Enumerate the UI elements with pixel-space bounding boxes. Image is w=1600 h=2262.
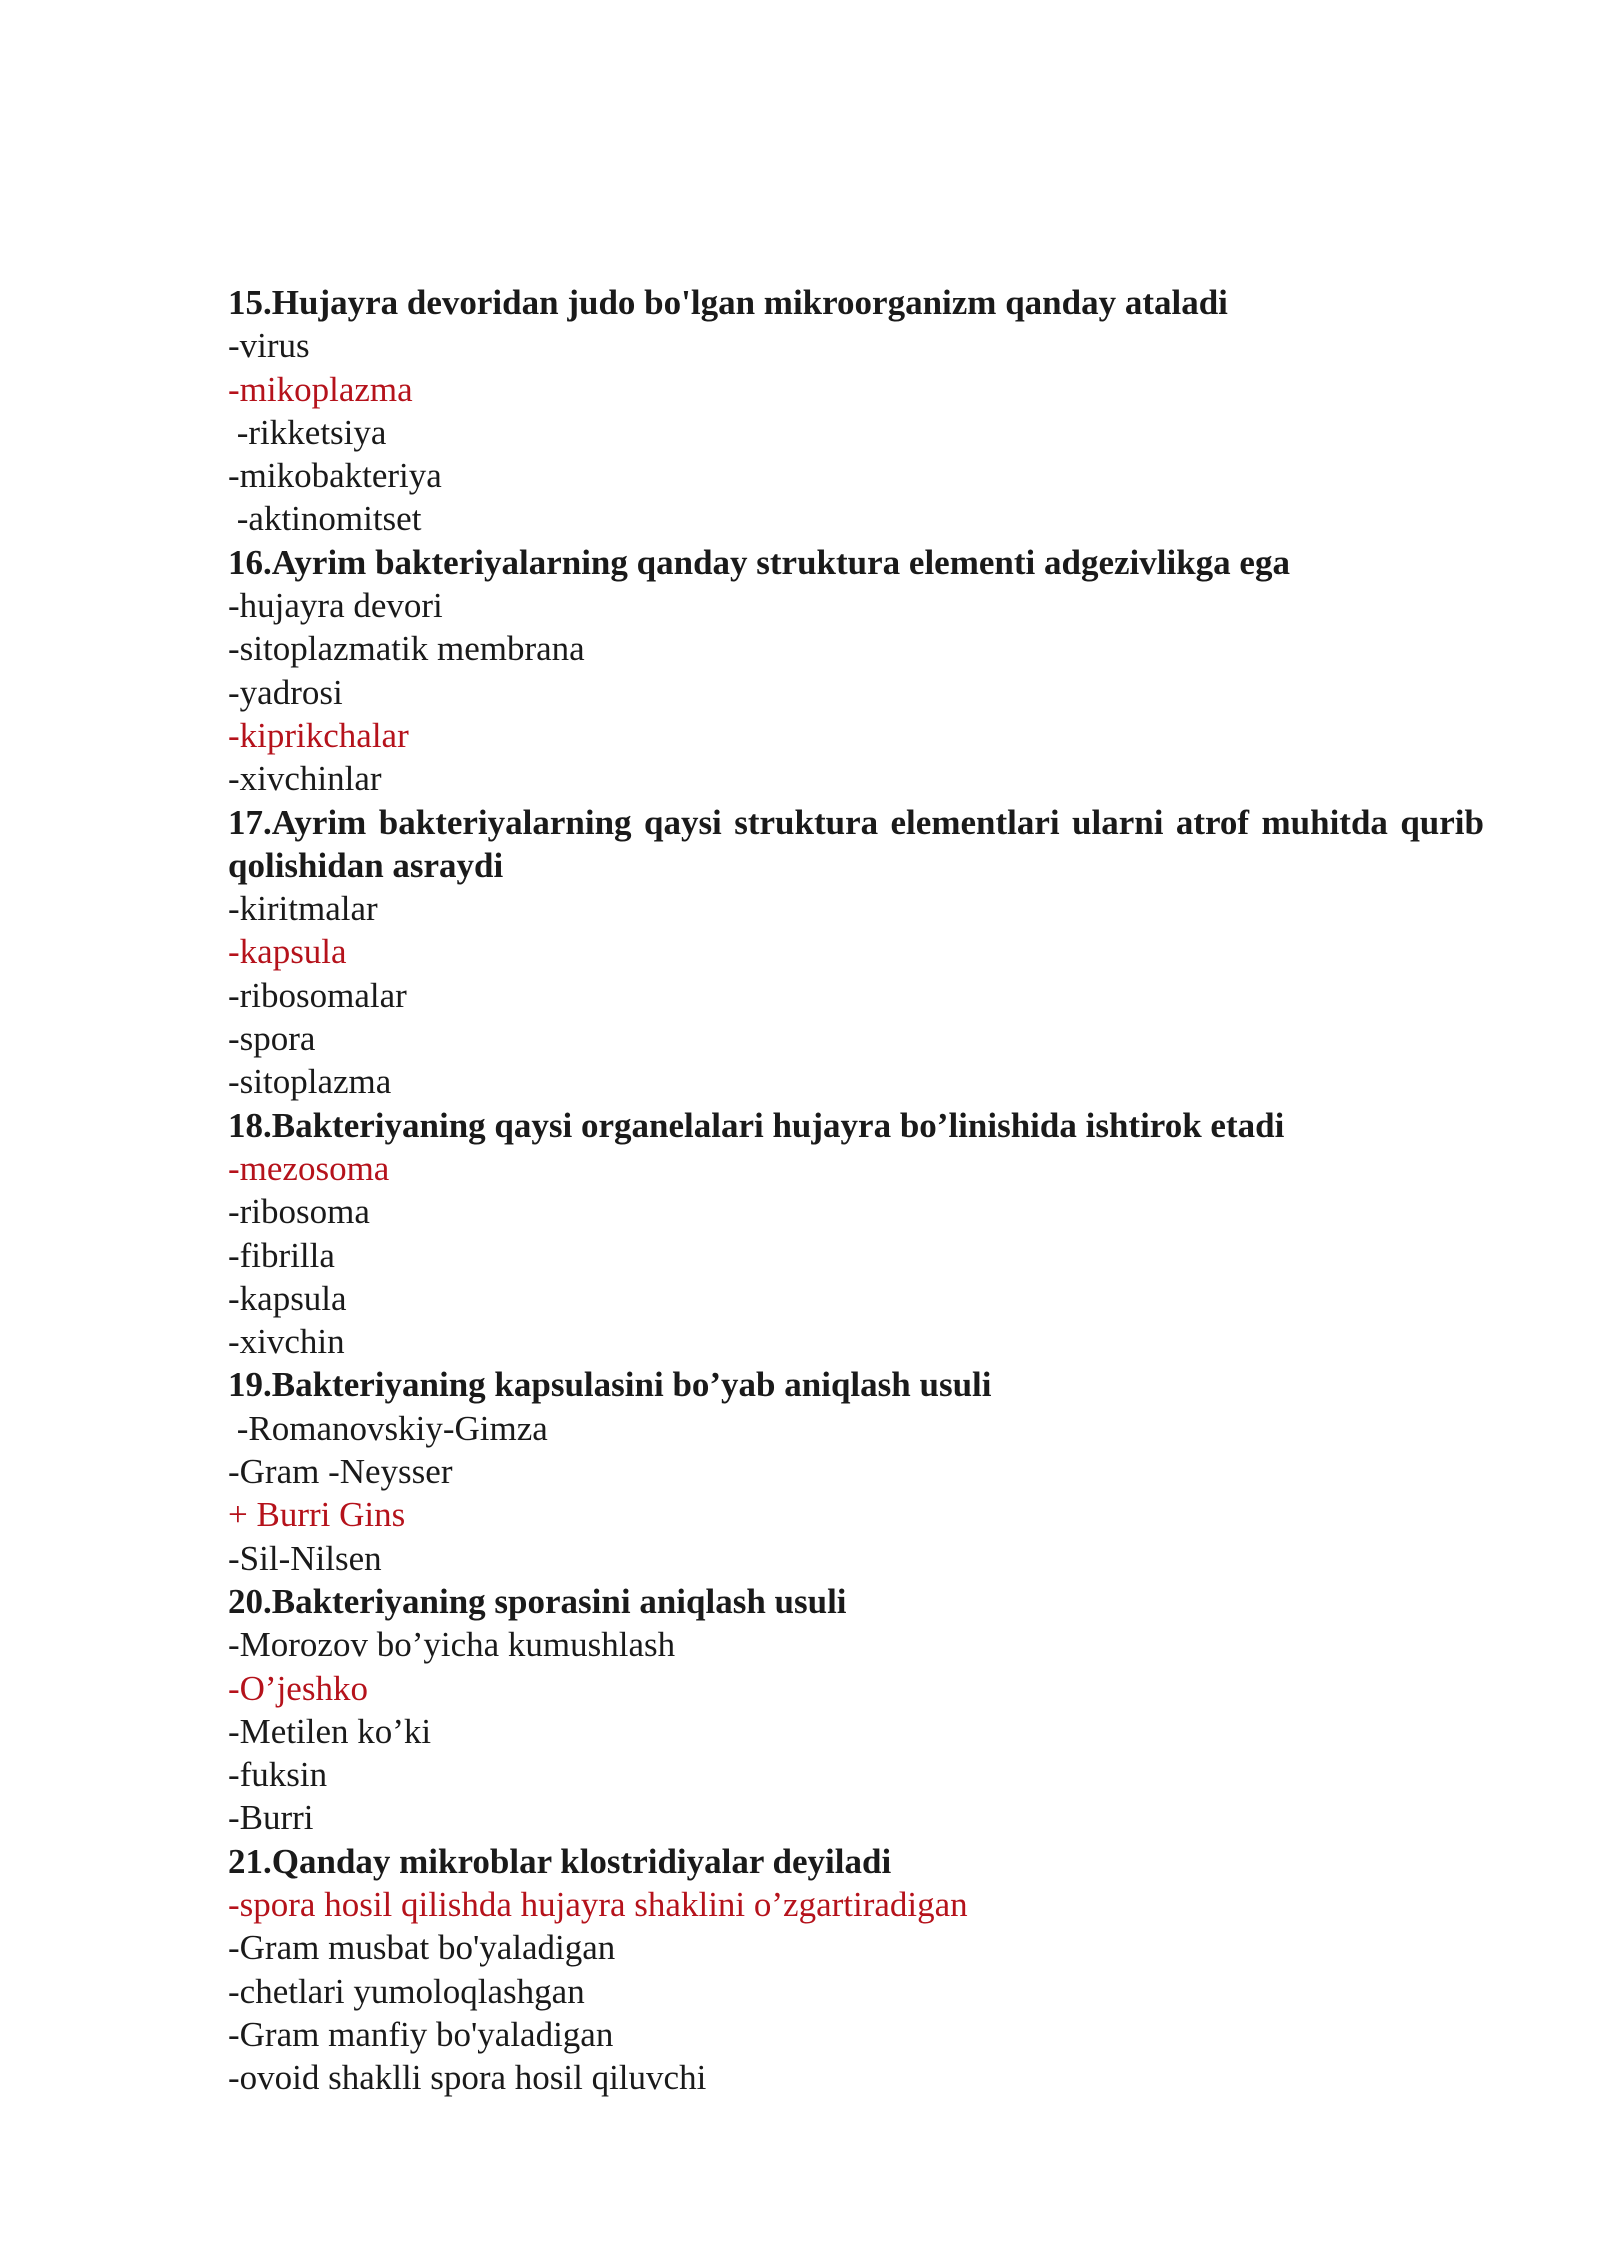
answer-option-correct: -O’jeshko (228, 1668, 368, 1708)
document-page (228, 281, 1484, 2099)
answer-option: -kiritmalar (228, 889, 378, 929)
answer-option-correct: -spora hosil qilishda hujayra shaklini o’zgartiradigan (228, 1884, 968, 1924)
question-block-16 (228, 541, 1484, 801)
question-block-18 (228, 1104, 1484, 1364)
question-title: 17.Ayrim bakteriyalarning qaysi struktura elementlari ularni atrof muhitda qurib qolishidan asraydi (228, 802, 1484, 885)
answer-option: -xivchinlar (228, 759, 382, 799)
answer-option: -aktinomitset (228, 499, 422, 539)
answer-option: -Romanovskiy-Gimza (228, 1408, 548, 1448)
answer-option: -ribosoma (228, 1192, 370, 1232)
answer-option: -chetlari yumoloqlashgan (228, 1971, 585, 2011)
answer-option: -hujayra devori (228, 586, 443, 626)
answer-option: -Gram -Neysser (228, 1452, 453, 1492)
answer-option-correct: -kapsula (228, 932, 347, 972)
answer-option: -Gram musbat bo'yaladigan (228, 1928, 616, 1968)
answer-option: -xivchin (228, 1322, 345, 1362)
answer-option: -ribosomalar (228, 975, 407, 1015)
question-block-17 (228, 801, 1484, 1104)
answer-option: -rikketsiya (228, 412, 387, 452)
answer-option: -fuksin (228, 1755, 328, 1795)
answer-option: -virus (228, 326, 310, 366)
question-title: 18.Bakteriyaning qaysi organelalari hujayra bo’linishida ishtirok etadi (228, 1105, 1285, 1145)
question-title: 19.Bakteriyaning kapsulasini bo’yab aniqlash usuli (228, 1365, 992, 1405)
question-block-15 (228, 281, 1484, 541)
answer-option: -Burri (228, 1798, 314, 1838)
answer-option: -Morozov bo’yicha kumushlash (228, 1625, 676, 1665)
answer-option: -yadrosi (228, 672, 343, 712)
answer-option: -spora (228, 1019, 316, 1059)
question-title: 15.Hujayra devoridan judo bo'lgan mikroorganizm qanday ataladi (228, 283, 1228, 322)
answer-option: -sitoplazmatik membrana (228, 629, 585, 669)
answer-option: -kapsula (228, 1278, 347, 1318)
question-title: 20.Bakteriyaning sporasini aniqlash usuli (228, 1581, 847, 1621)
answer-option: -sitoplazma (228, 1062, 392, 1102)
answer-option-correct: -mikoplazma (228, 369, 413, 409)
answer-option: -Gram manfiy bo'yaladigan (228, 2014, 614, 2054)
question-title: 21.Qanday mikroblar klostridiyalar deyiladi (228, 1841, 892, 1881)
answer-option: -Sil-Nilsen (228, 1538, 382, 1578)
answer-option: -mikobakteriya (228, 456, 442, 496)
answer-option: -fibrilla (228, 1235, 335, 1275)
answer-option: -Metilen ko’ki (228, 1711, 432, 1751)
answer-option: -ovoid shaklli spora hosil qiluvchi (228, 2058, 707, 2098)
question-title: 16.Ayrim bakteriyalarning qanday struktura elementi adgezivlikga ega (228, 542, 1290, 582)
answer-option-correct: + Burri Gins (228, 1495, 406, 1535)
question-block-21 (228, 1840, 1484, 2100)
question-block-20 (228, 1580, 1484, 1840)
answer-option-correct: -mezosoma (228, 1148, 390, 1188)
question-block-19 (228, 1363, 1484, 1579)
answer-option-correct: -kiprikchalar (228, 715, 409, 755)
